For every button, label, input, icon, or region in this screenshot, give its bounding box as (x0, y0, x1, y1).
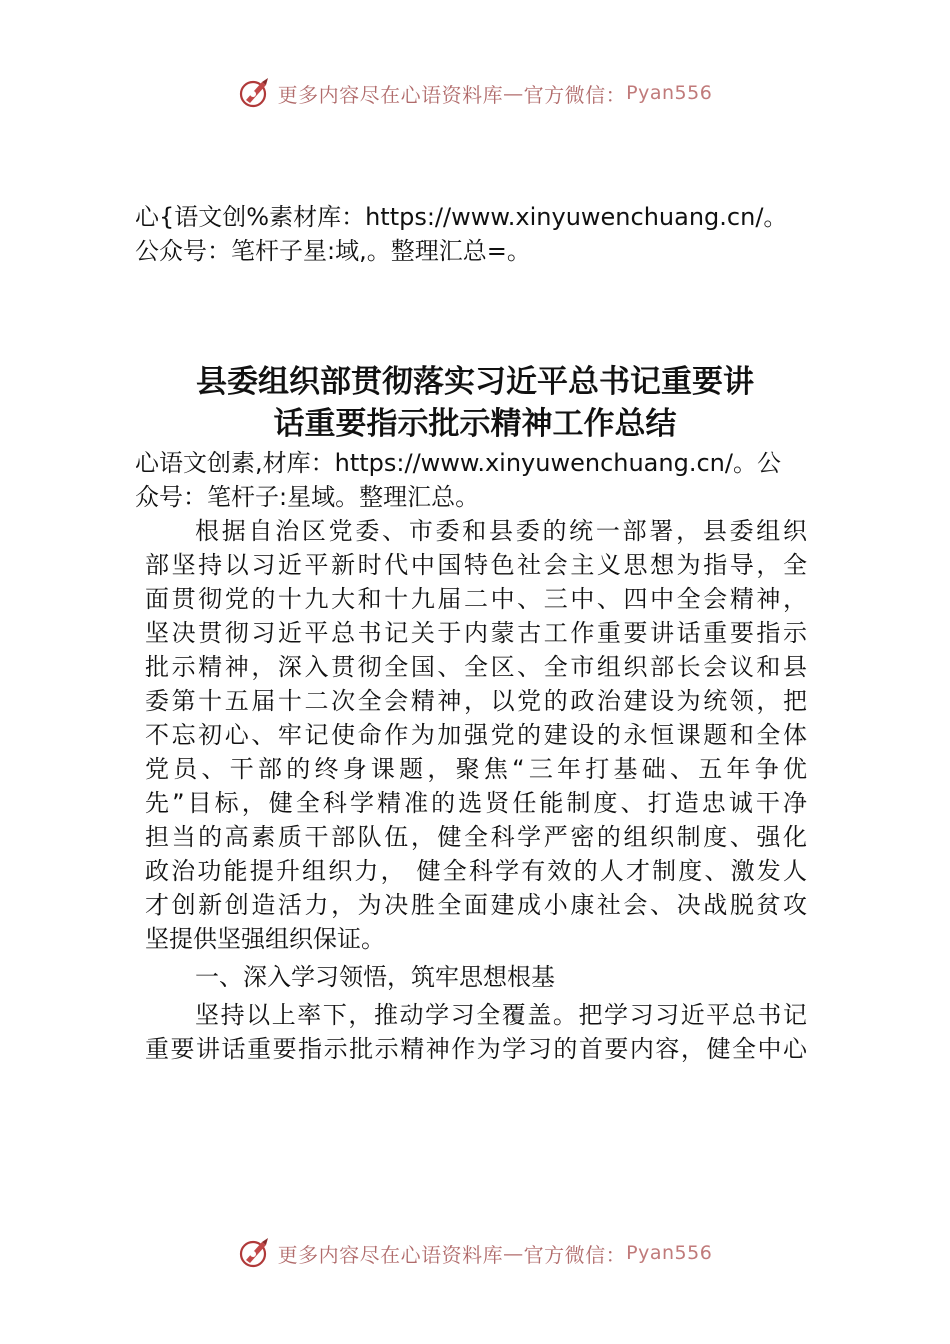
pen-logo-icon (238, 1236, 272, 1270)
watermark-text: 更多内容尽在心语资料库 (277, 1242, 504, 1267)
paragraph-1-line: 政治功能提升组织力， 健全科学有效的人才制度、激发人 (145, 857, 807, 885)
header-note-line-2: 公众号：笔杆子星:域,。整理汇总=。 (135, 237, 531, 265)
watermark-dash: — (503, 81, 524, 105)
watermark-wechat-label: 官方微信： (523, 82, 627, 107)
pen-logo-icon (238, 76, 272, 110)
paragraph-1-line: 坚提供坚强组织保证。 (145, 925, 385, 953)
sub-note-line-2: 众号：笔杆子:星域。整理汇总。 (135, 483, 480, 511)
paragraph-1-line: 担当的高素质干部队伍，健全科学严密的组织制度、强化 (145, 823, 807, 851)
paragraph-1-line: 部坚持以习近平新时代中国特色社会主义思想为指导，全 (145, 551, 807, 579)
paragraph-2-line: 重要讲话重要指示批示精神作为学习的首要内容，健全中心 (145, 1035, 807, 1063)
section-1-heading: 一、深入学习领悟，筑牢思想根基 (195, 963, 555, 991)
watermark-wechat-id: Pyan556 (626, 82, 713, 104)
paragraph-1-line: 坚决贯彻习近平总书记关于内蒙古工作重要讲话重要指示 (145, 619, 807, 647)
watermark-header (0, 73, 950, 113)
header-note-line-1: 心{语文创%素材库：https://www.xinyuwenchuang.cn/。 (135, 203, 788, 231)
paragraph-1-line: 才创新创造活力，为决胜全面建成小康社会、决战脱贫攻 (145, 891, 807, 919)
watermark-wechat-id: Pyan556 (626, 1242, 713, 1264)
document-title-line-1: 县委组织部贯彻落实习近平总书记重要讲 (196, 364, 754, 400)
paragraph-1-line: 不忘初心、牢记使命作为加强党的建设的永恒课题和全体 (145, 721, 807, 749)
paragraph-1-line: 根据自治区党委、市委和县委的统一部署，县委组织 (195, 517, 807, 545)
paragraph-1-line: 批示精神，深入贯彻全国、全区、全市组织部长会议和县 (145, 653, 807, 681)
watermark-text: 更多内容尽在心语资料库 (277, 82, 504, 107)
watermark-wechat-label: 官方微信： (523, 1242, 627, 1267)
sub-note-line-1: 心语文创素,材库：https://www.xinyuwenchuang.cn/。公 (135, 449, 781, 477)
paragraph-1-line: 先”目标，健全科学精准的选贤任能制度、打造忠诚干净 (145, 789, 807, 817)
paragraph-2-line: 坚持以上率下，推动学习全覆盖。把学习习近平总书记 (195, 1001, 807, 1029)
watermark-dash: — (503, 1241, 524, 1265)
paragraph-1-line: 党员、干部的终身课题，聚焦“三年打基础、五年争优 (145, 755, 807, 783)
watermark-footer (0, 1233, 950, 1273)
paragraph-1-line: 面贯彻党的十九大和十九届二中、三中、四中全会精神， (145, 585, 807, 613)
document-title-line-2: 话重要指示批示精神工作总结 (273, 406, 677, 442)
paragraph-1-line: 委第十五届十二次全会精神，以党的政治建设为统领，把 (145, 687, 807, 715)
